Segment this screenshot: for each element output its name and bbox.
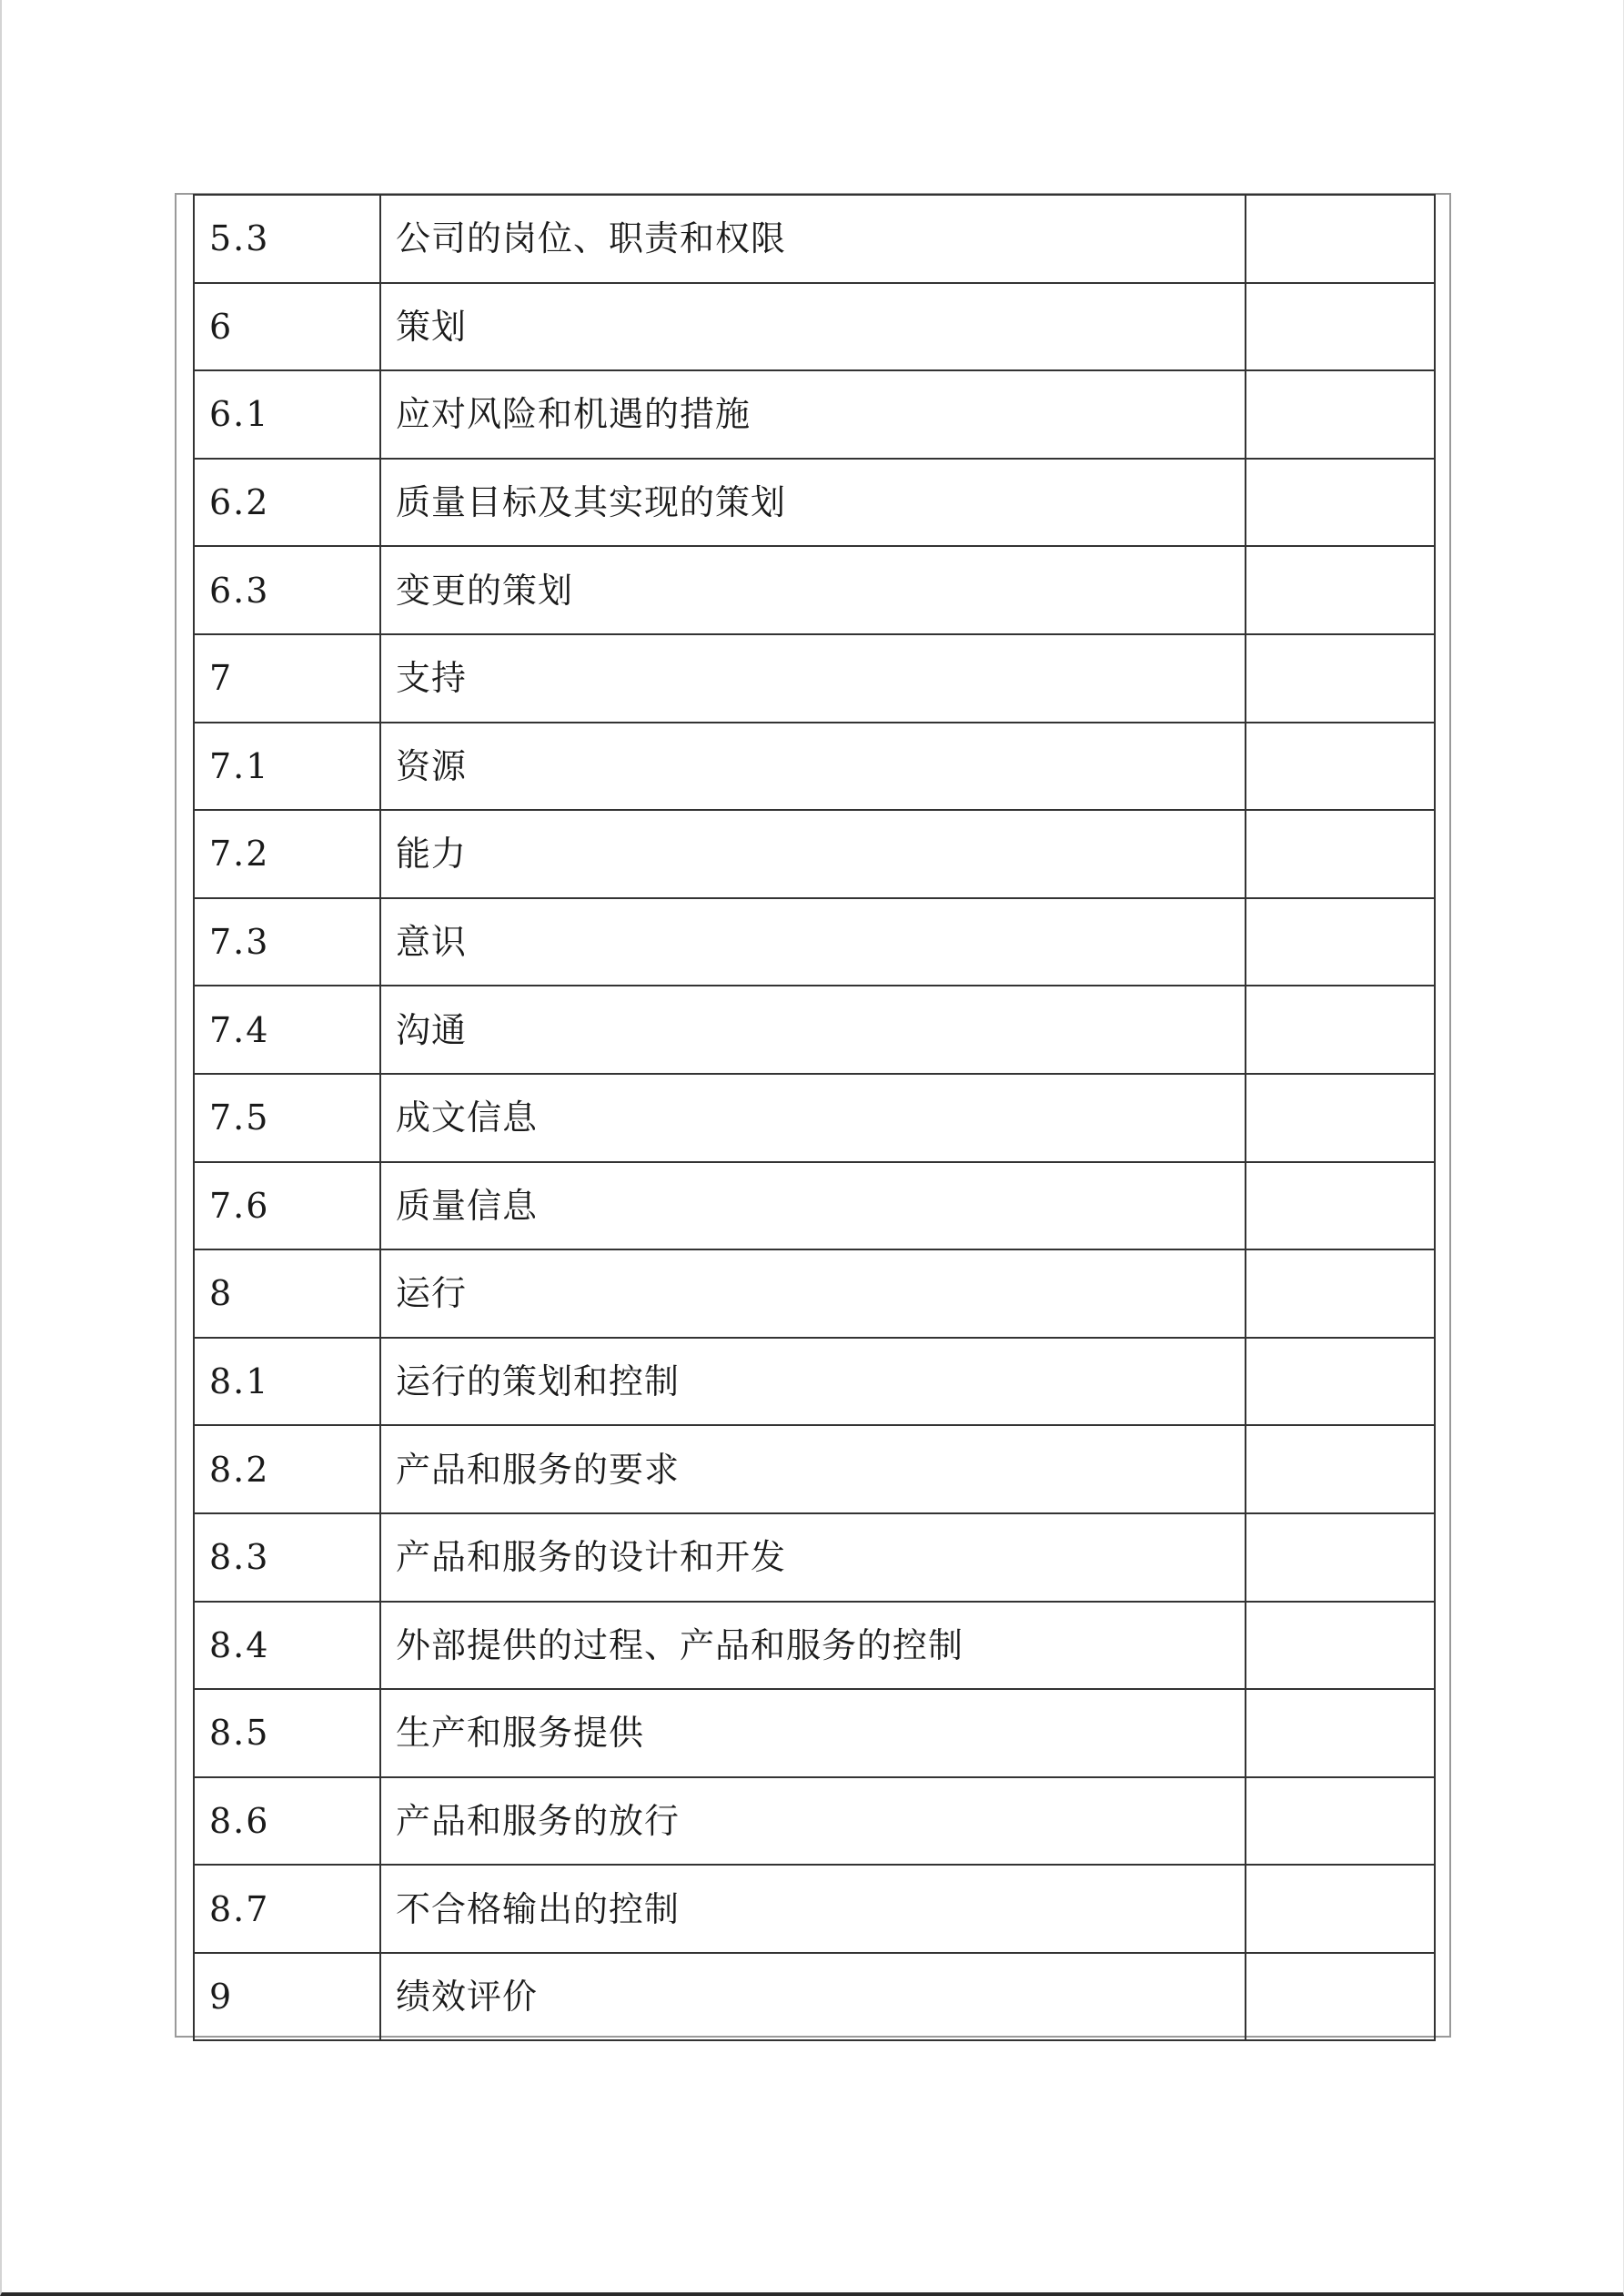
- section-number: 7.2: [194, 810, 380, 898]
- table-row: [194, 195, 1435, 283]
- table-row: [194, 1074, 1435, 1162]
- section-title: 沟通: [380, 986, 1246, 1074]
- table-row: [194, 1249, 1435, 1338]
- table-row: [194, 370, 1435, 459]
- section-number: 6.2: [194, 459, 380, 547]
- page-number: [1246, 634, 1435, 723]
- table-row: [194, 1513, 1435, 1602]
- section-number: 6: [194, 283, 380, 371]
- section-title: 运行的策划和控制: [380, 1338, 1246, 1426]
- section-title: 变更的策划: [380, 546, 1246, 634]
- page-number: [1246, 1425, 1435, 1513]
- section-title: 绩效评价: [380, 1953, 1246, 2041]
- page-number: [1246, 283, 1435, 371]
- section-number: 8.5: [194, 1689, 380, 1777]
- page-number: [1246, 898, 1435, 986]
- toc-table: [193, 194, 1436, 2041]
- section-title: 产品和服务的设计和开发: [380, 1513, 1246, 1602]
- page-number: [1246, 1513, 1435, 1602]
- table-row: [194, 459, 1435, 547]
- section-title: 运行: [380, 1249, 1246, 1338]
- section-title: 不合格输出的控制: [380, 1865, 1246, 1953]
- toc-body: [194, 195, 1435, 2040]
- table-row: [194, 898, 1435, 986]
- section-title: 应对风险和机遇的措施: [380, 370, 1246, 459]
- section-title: 能力: [380, 810, 1246, 898]
- page-number: [1246, 459, 1435, 547]
- section-number: 6.3: [194, 546, 380, 634]
- table-row: [194, 1338, 1435, 1426]
- page-number: [1246, 1953, 1435, 2041]
- section-title: 公司的岗位、职责和权限: [380, 195, 1246, 283]
- section-number: 8.3: [194, 1513, 380, 1602]
- page-number: [1246, 1865, 1435, 1953]
- table-row: [194, 1689, 1435, 1777]
- section-title: 资源: [380, 723, 1246, 811]
- table-row: [194, 1777, 1435, 1866]
- section-number: 8: [194, 1249, 380, 1338]
- table-row: [194, 1953, 1435, 2041]
- table-row: [194, 634, 1435, 723]
- page-number: [1246, 1249, 1435, 1338]
- page-number: [1246, 1777, 1435, 1866]
- page-number: [1246, 1162, 1435, 1250]
- section-title: 生产和服务提供: [380, 1689, 1246, 1777]
- section-number: 8.6: [194, 1777, 380, 1866]
- page-number: [1246, 1689, 1435, 1777]
- section-number: 8.4: [194, 1602, 380, 1690]
- section-number: 8.1: [194, 1338, 380, 1426]
- page-number: [1246, 195, 1435, 283]
- page-number: [1246, 1602, 1435, 1690]
- table-row: [194, 723, 1435, 811]
- section-number: 8.2: [194, 1425, 380, 1513]
- section-number: 9: [194, 1953, 380, 2041]
- section-number: 7.5: [194, 1074, 380, 1162]
- section-number: 7: [194, 634, 380, 723]
- page-number: [1246, 1338, 1435, 1426]
- table-row: [194, 810, 1435, 898]
- section-number: 8.7: [194, 1865, 380, 1953]
- page-number: [1246, 370, 1435, 459]
- section-title: 产品和服务的要求: [380, 1425, 1246, 1513]
- table-row: [194, 283, 1435, 371]
- page-number: [1246, 1074, 1435, 1162]
- section-number: 6.1: [194, 370, 380, 459]
- section-number: 7.3: [194, 898, 380, 986]
- table-row: [194, 1425, 1435, 1513]
- section-title: 产品和服务的放行: [380, 1777, 1246, 1866]
- page-number: [1246, 723, 1435, 811]
- table-row: [194, 1602, 1435, 1690]
- table-row: [194, 1162, 1435, 1250]
- section-title: 策划: [380, 283, 1246, 371]
- section-number: 7.4: [194, 986, 380, 1074]
- section-title: 意识: [380, 898, 1246, 986]
- section-title: 支持: [380, 634, 1246, 723]
- page-number: [1246, 810, 1435, 898]
- page-number: [1246, 986, 1435, 1074]
- section-title: 质量信息: [380, 1162, 1246, 1250]
- table-row: [194, 986, 1435, 1074]
- section-number: 7.1: [194, 723, 380, 811]
- page-number: [1246, 546, 1435, 634]
- section-title: 外部提供的过程、产品和服务的控制: [380, 1602, 1246, 1690]
- section-number: 5.3: [194, 195, 380, 283]
- section-title: 成文信息: [380, 1074, 1246, 1162]
- section-number: 7.6: [194, 1162, 380, 1250]
- section-title: 质量目标及其实现的策划: [380, 459, 1246, 547]
- table-row: [194, 546, 1435, 634]
- table-row: [194, 1865, 1435, 1953]
